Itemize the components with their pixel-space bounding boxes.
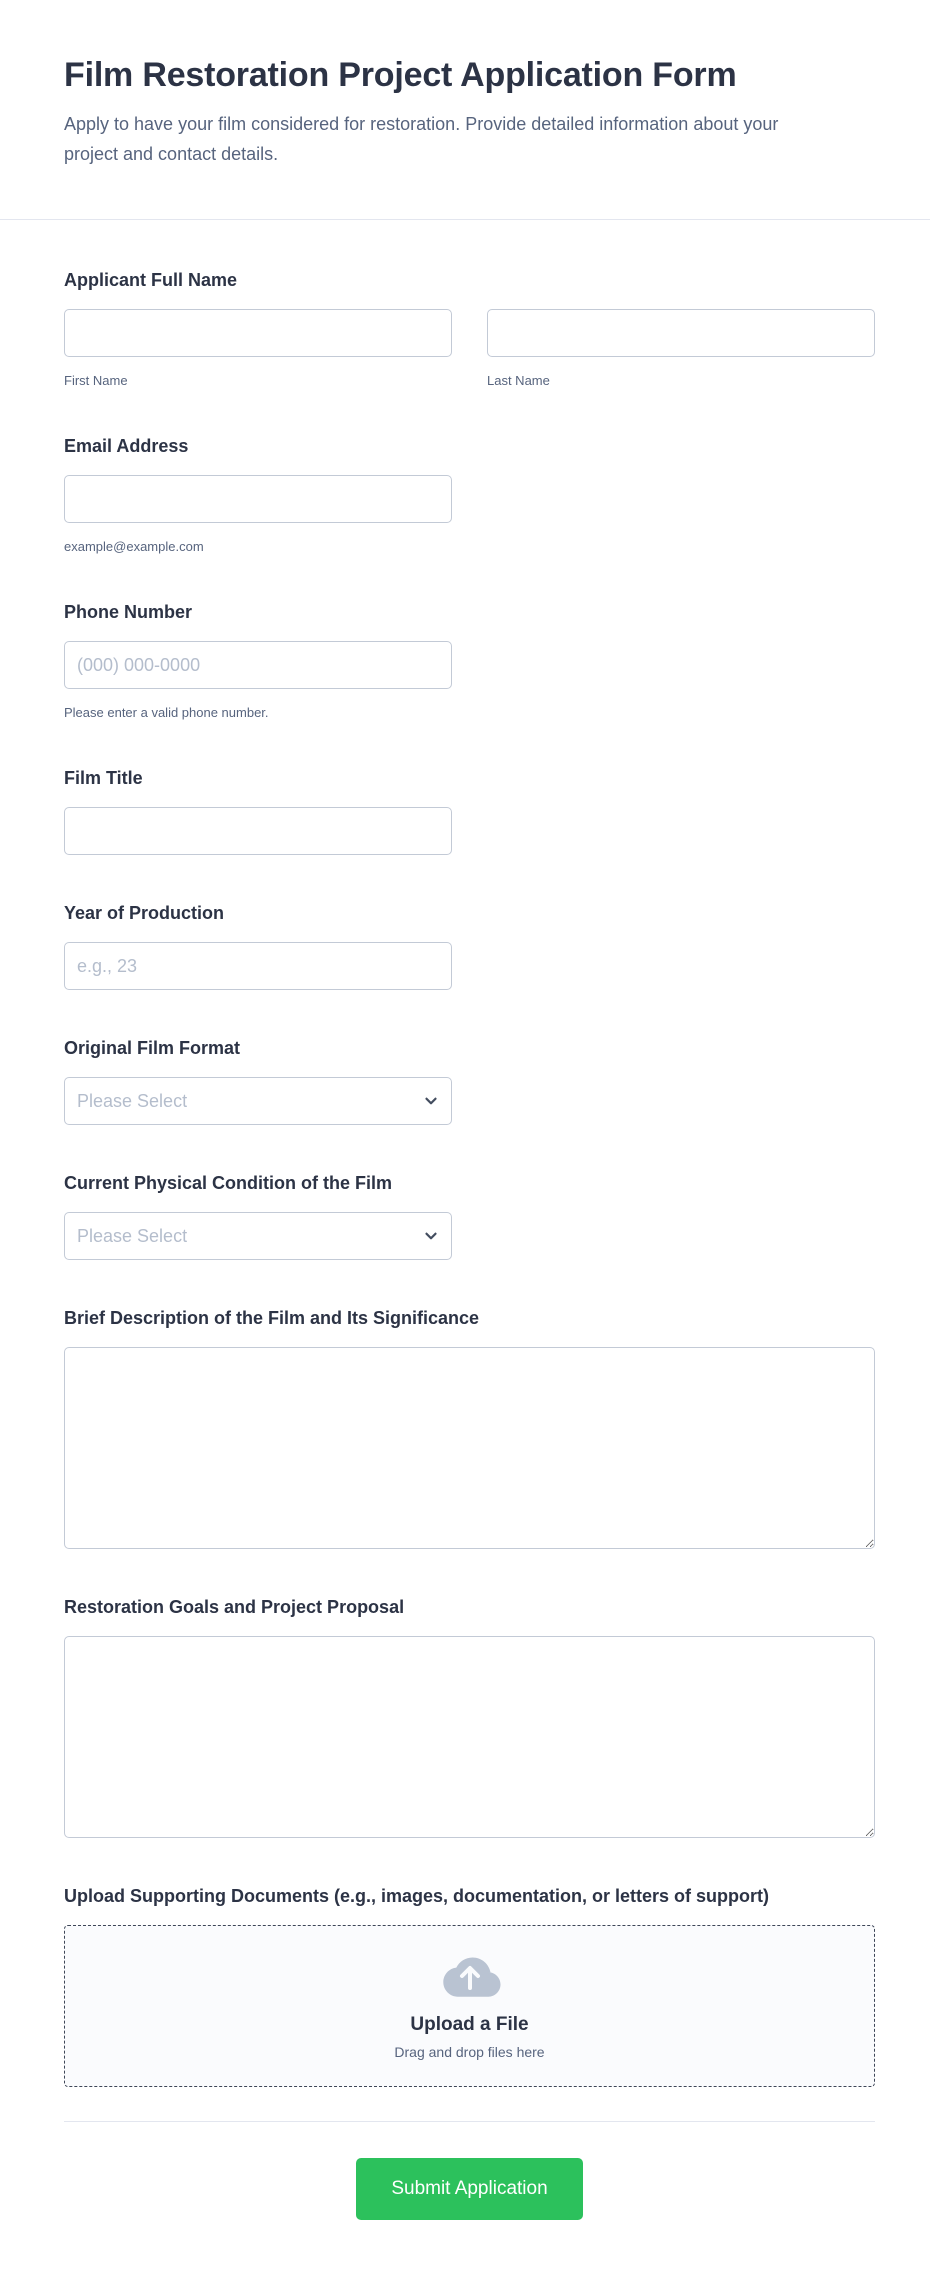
- phone-label: Phone Number: [64, 602, 193, 622]
- description-textarea[interactable]: [64, 1347, 875, 1549]
- upload-drag-drop-hint: Drag and drop files here: [394, 2044, 545, 2060]
- field-phone: [64, 602, 875, 720]
- field-email: [64, 436, 875, 554]
- upload-documents-label: Upload Supporting Documents (e.g., images, documentation, or letters of support): [64, 1886, 770, 1906]
- field-film-condition: [64, 1173, 875, 1260]
- form-body: [0, 220, 930, 2243]
- description-label: Brief Description of the Film and Its Significance: [64, 1308, 480, 1328]
- applicant-full-name-label: Applicant Full Name: [64, 270, 238, 290]
- field-applicant-full-name: [64, 270, 875, 388]
- first-name-sublabel: First Name: [64, 373, 128, 388]
- cloud-upload-icon: [436, 1952, 504, 2002]
- phone-sublabel: Please enter a valid phone number.: [64, 705, 269, 720]
- first-name-input[interactable]: [64, 309, 452, 357]
- year-of-production-input[interactable]: [64, 942, 452, 990]
- field-film-title: [64, 768, 875, 855]
- name-row: [64, 309, 875, 388]
- restoration-goals-textarea[interactable]: [64, 1636, 875, 1838]
- last-name-col: [487, 309, 875, 388]
- form-footer: [64, 2121, 875, 2243]
- film-condition-select-wrap: [64, 1212, 452, 1260]
- first-name-col: [64, 309, 452, 388]
- last-name-sublabel: Last Name: [487, 373, 550, 388]
- phone-input[interactable]: [64, 641, 452, 689]
- page-title: Film Restoration Project Application Form: [64, 56, 737, 94]
- file-upload-dropzone[interactable]: [64, 1925, 875, 2087]
- film-title-label: Film Title: [64, 768, 143, 788]
- film-format-select[interactable]: [64, 1077, 452, 1125]
- email-label: Email Address: [64, 436, 189, 456]
- last-name-input[interactable]: [487, 309, 875, 357]
- upload-file-button-text: Upload a File: [410, 2014, 529, 2035]
- restoration-goals-label: Restoration Goals and Project Proposal: [64, 1597, 405, 1617]
- email-sublabel: example@example.com: [64, 539, 204, 554]
- film-title-input[interactable]: [64, 807, 452, 855]
- field-description: [64, 1308, 875, 1549]
- film-format-select-wrap: [64, 1077, 452, 1125]
- film-condition-label: Current Physical Condition of the Film: [64, 1173, 393, 1193]
- submit-application-button[interactable]: Submit Application: [356, 2158, 583, 2220]
- field-year-of-production: [64, 903, 875, 990]
- form-subtitle: Apply to have your film considered for restoration. Provide detailed information about your project and contact details.: [64, 114, 779, 164]
- field-upload-documents: [64, 1886, 875, 2087]
- film-format-label: Original Film Format: [64, 1038, 241, 1058]
- form-header: [0, 0, 930, 220]
- field-film-format: [64, 1038, 875, 1125]
- email-input[interactable]: [64, 475, 452, 523]
- field-restoration-goals: [64, 1597, 875, 1838]
- year-of-production-label: Year of Production: [64, 903, 225, 923]
- film-condition-select[interactable]: [64, 1212, 452, 1260]
